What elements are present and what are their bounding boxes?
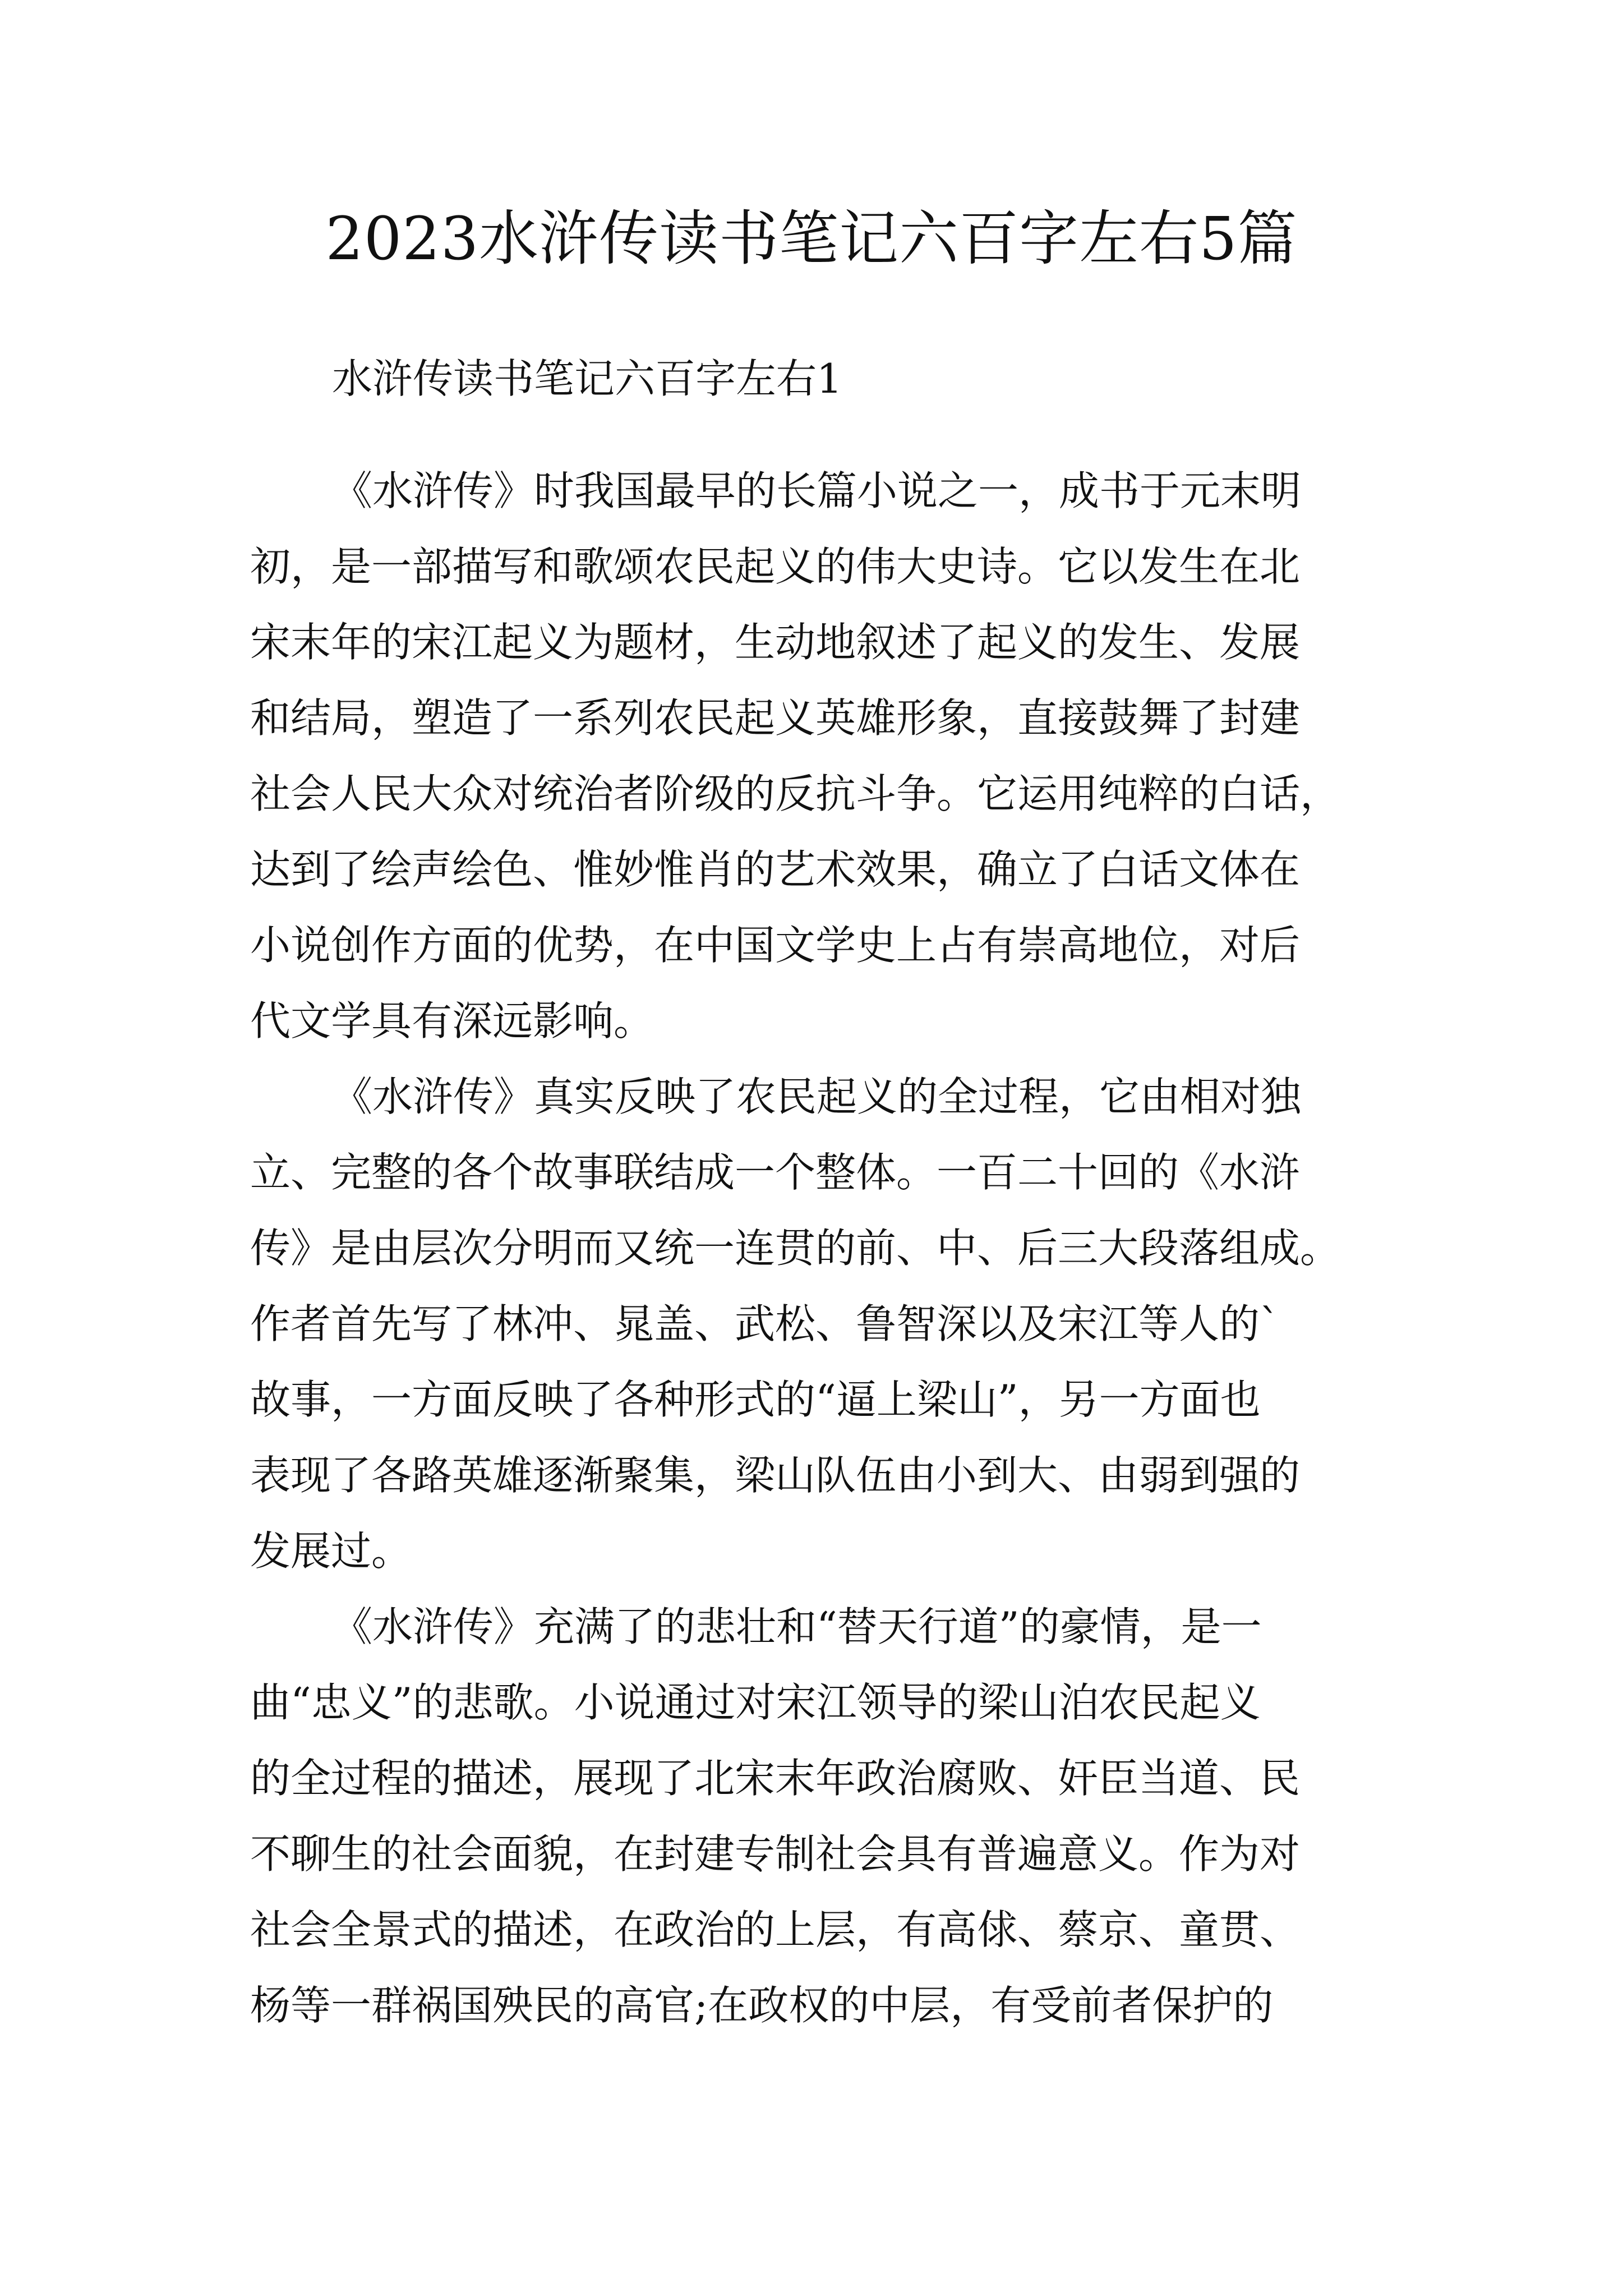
text-line: 不聊生的社会面貌，在封建专制社会具有普遍意义。作为对 [250, 1830, 1301, 1878]
text-line: 和结局，塑造了一系列农民起义英雄形象，直接鼓舞了封建 [250, 694, 1301, 742]
text-line: 作者首先写了林冲、晁盖、武松、鲁智深以及宋江等人的` [250, 1300, 1280, 1347]
text-line: 小说创作方面的优势，在中国文学史上占有崇高地位，对后 [250, 922, 1301, 969]
text-line: 发展过。 [250, 1527, 412, 1575]
text-line: 宋末年的宋江起义为题材，生动地叙述了起义的发生、发展 [250, 619, 1301, 666]
text-line: 表现了各路英雄逐渐聚集，梁山队伍由小到大、由弱到强的 [250, 1452, 1301, 1499]
text-line: 传》是由层次分明而又统一连贯的前、中、后三大段落组成。 [250, 1225, 1341, 1272]
document-title: 2023水浒传读书笔记六百字左右5篇 [325, 204, 1298, 273]
text-line: 《水浒传》真实反映了农民起义的全过程，它由相对独 [332, 1073, 1302, 1120]
text-line: 立、完整的各个故事联结成一个整体。一百二十回的《水浒 [250, 1149, 1301, 1196]
text-line: 杨等一群祸国殃民的高官;在政权的中层，有受前者保护的 [250, 1982, 1274, 2029]
text-line: 《水浒传》时我国最早的长篇小说之一，成书于元末明 [332, 467, 1302, 514]
text-line: 初，是一部描写和歌颂农民起义的伟大史诗。它以发生在北 [250, 543, 1301, 590]
text-line: 故事，一方面反映了各种形式的“逼上梁山”，另一方面也 [250, 1376, 1261, 1423]
text-line: 代文学具有深远影响。 [250, 997, 654, 1045]
text-line: 《水浒传》充满了的悲壮和“替天行道”的豪情，是一 [332, 1603, 1262, 1650]
text-line: 曲“忠义”的悲歌。小说通过对宋江领导的梁山泊农民起义 [250, 1679, 1261, 1726]
text-line: 达到了绘声绘色、惟妙惟肖的艺术效果，确立了白话文体在 [250, 846, 1301, 893]
text-line: 的全过程的描述，展现了北宋末年政治腐败、奸臣当道、民 [250, 1755, 1301, 1802]
text-line: 社会人民大众对统治者阶级的反抗斗争。它运用纯粹的白话， [250, 770, 1341, 817]
section-heading: 水浒传读书笔记六百字左右1 [332, 355, 842, 402]
text-line: 社会全景式的描述，在政治的上层，有高俅、蔡京、童贯、 [250, 1906, 1301, 1953]
